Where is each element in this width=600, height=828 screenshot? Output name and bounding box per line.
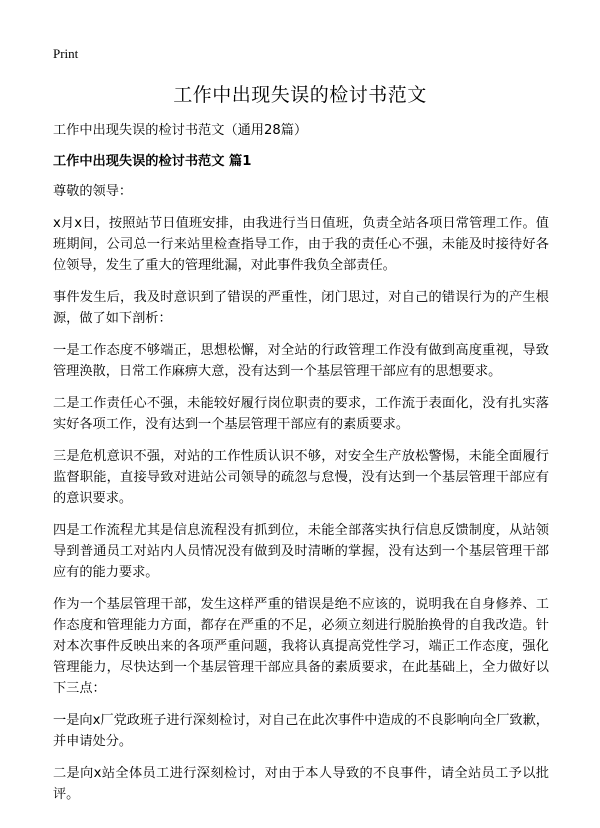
paragraph-8: 一是向x厂党政班子进行深刻检讨，对自己在此次事件中造成的不良影响向全厂致歉，并申请处分。 <box>53 713 549 749</box>
paragraph-4: 二是工作责任心不强，未能较好履行岗位职责的要求，工作流于表面化，没有扎实落实好各项工作，没有达到一个基层管理干部应有的素质要求。 <box>53 396 549 432</box>
print-link[interactable]: Print <box>53 46 79 61</box>
paragraph-3: 一是工作态度不够端正，思想松懈，对全站的行政管理工作没有做到高度重视，导致管理涣散，日常工作麻痹大意，没有达到一个基层管理干部应有的思想要求。 <box>53 343 549 379</box>
paragraph-1: x月x日，按照站节日值班安排，由我进行当日值班，负责全站各项日常管理工作。值班期间，公司总一行来站里检查指导工作，由于我的责任心不强，未能及时接待好各位领导，发生了重大的管理纰漏，对此事件我负全部责任。 <box>53 216 549 273</box>
paragraph-9: 二是向x站全体员工进行深刻检讨，对由于本人导致的不良事件，请全站员工予以批评。 <box>53 766 549 802</box>
paragraph-2: 事件发生后，我及时意识到了错误的严重性，闭门思过，对自己的错误行为的产生根源，做了如下剖析： <box>53 290 549 326</box>
document-body <box>53 120 549 816</box>
document-title: 工作中出现失误的检讨书范文 <box>173 84 427 106</box>
salutation: 尊敬的领导： <box>53 184 133 199</box>
paragraph-5: 三是危机意识不强，对站的工作性质认识不够，对安全生产放松警惕，未能全面履行监督职能，直接导致对进站公司领导的疏忽与怠慢，没有达到一个基层管理干部应有的意识要求。 <box>53 449 549 506</box>
section-heading: 工作中出现失误的检讨书范文 篇1 <box>53 154 252 169</box>
document-subtitle: 工作中出现失误的检讨书范文（通用28篇） <box>53 123 308 138</box>
paragraph-7: 作为一个基层管理干部，发生这样严重的错误是绝不应该的，说明我在自身修养、工作态度和管理能力方面，都存在严重的不足，必须立刻进行脱胎换骨的自我改造。针对本次事件反映出来的各项严重问题，我将认真提高党性学习，端正工作态度，强化管理能力，尽快达到一个基层管理干部应具备的素质要求，在此基础上，全力做好以下三点： <box>53 597 549 696</box>
paragraph-6: 四是工作流程尤其是信息流程没有抓到位，未能全部落实执行信息反馈制度，从站领导到普通员工对站内人员情况没有做到及时清晰的掌握，没有达到一个基层管理干部应有的能力要求。 <box>53 523 549 580</box>
